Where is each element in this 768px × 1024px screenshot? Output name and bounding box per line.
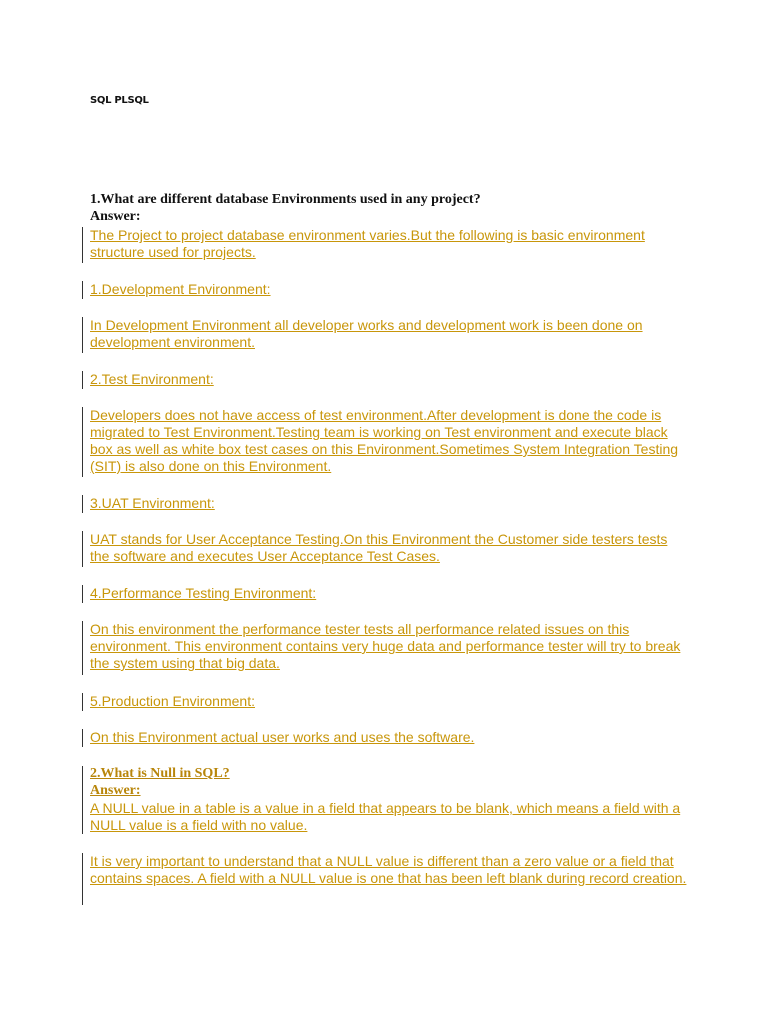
change-bar xyxy=(82,729,83,747)
question-1-answer-label: Answer: xyxy=(90,209,141,224)
change-bar xyxy=(82,407,83,477)
q2-paragraph-difference[interactable]: It is very important to understand that a NULL value is different than a zero value or a field that contains spaces. A field with a NULL value is one that has been left blank during record creation. xyxy=(90,853,687,886)
change-bar xyxy=(82,371,83,389)
change-bar xyxy=(82,227,83,263)
change-bar xyxy=(82,853,83,905)
change-bar xyxy=(82,495,83,513)
q1-paragraph-intro[interactable]: The Project to project database environment varies.But the following is basic environment structure used for projects. xyxy=(90,227,645,260)
q1-heading-test[interactable]: 2.Test Environment: xyxy=(90,371,214,387)
document-title: SQL PLSQL xyxy=(90,95,149,106)
question-2-answer-label[interactable]: Answer: xyxy=(90,783,141,798)
change-bar xyxy=(82,766,83,834)
q1-paragraph-development[interactable]: In Development Environment all developer works and development work is been done on development environment. xyxy=(90,317,643,350)
q2-paragraph-definition[interactable]: A NULL value in a table is a value in a field that appears to be blank, which means a field with a NULL value is a field with no value. xyxy=(90,800,681,833)
change-bar xyxy=(82,317,83,353)
question-1-heading: 1.What are different database Environments used in any project? xyxy=(90,192,481,207)
q1-heading-performance[interactable]: 4.Performance Testing Environment: xyxy=(90,585,317,601)
q1-paragraph-production[interactable]: On this Environment actual user works and uses the software. xyxy=(90,729,475,745)
q1-heading-uat[interactable]: 3.UAT Environment: xyxy=(90,495,215,511)
change-bar xyxy=(82,693,83,711)
change-bar xyxy=(82,281,83,299)
change-bar xyxy=(82,621,83,675)
q1-paragraph-performance[interactable]: On this environment the performance tester tests all performance related issues on this environment. This environment contains very huge data and performance tester will try to break the system using that big data. xyxy=(90,621,681,671)
q1-heading-production[interactable]: 5.Production Environment: xyxy=(90,693,255,709)
q1-paragraph-uat[interactable]: UAT stands for User Acceptance Testing.On this Environment the Customer side testers tests the software and executes User Acceptance Test Cases. xyxy=(90,531,668,564)
q1-paragraph-test[interactable]: Developers does not have access of test environment.After development is done the code is migrated to Test Environment.Testing team is working on Test environment and execute black box as well as white box test cases on this Environment.Sometimes System Integration Testing (SIT) is also done on this Environment. xyxy=(90,407,679,474)
question-2-heading[interactable]: 2.What is Null in SQL? xyxy=(90,766,230,781)
change-bar xyxy=(82,585,83,603)
q1-heading-development[interactable]: 1.Development Environment: xyxy=(90,281,271,297)
change-bar xyxy=(82,531,83,567)
